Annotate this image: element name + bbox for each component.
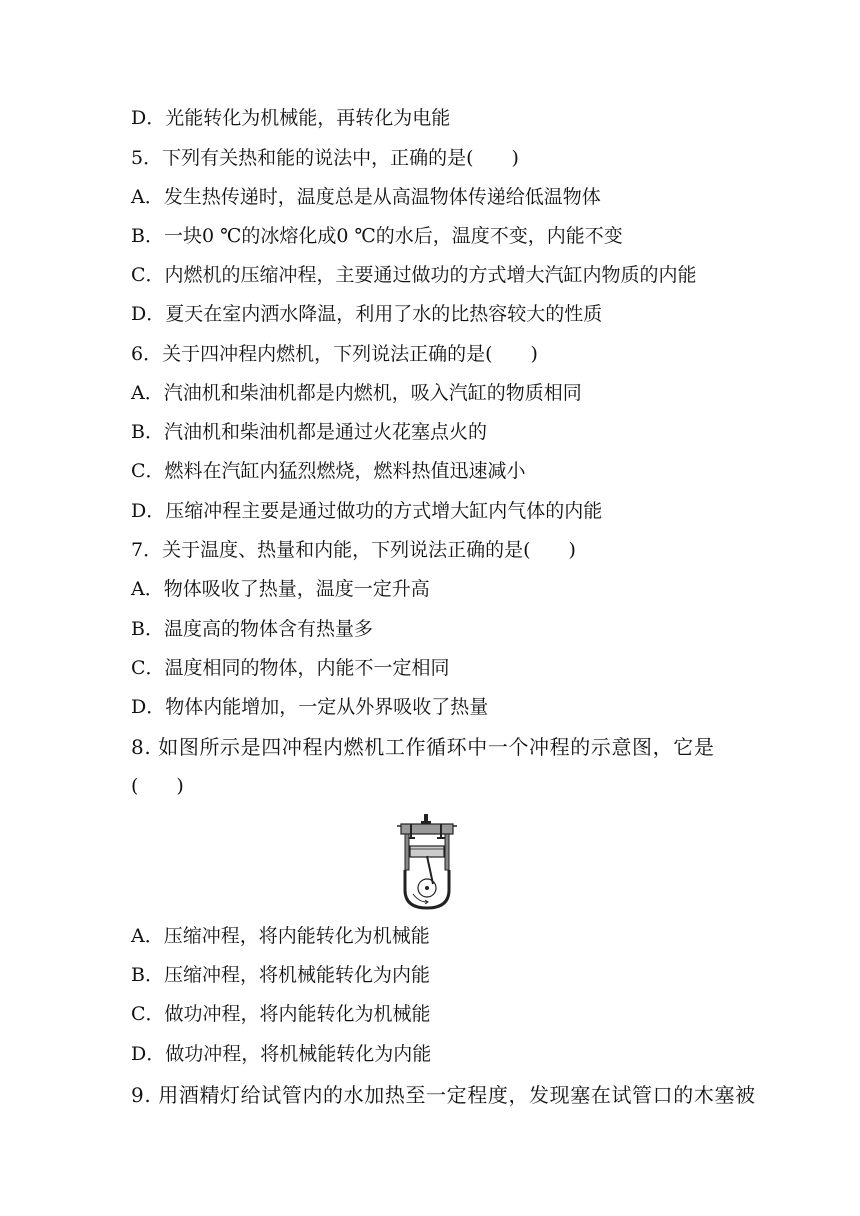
- piston: [410, 846, 444, 857]
- q7-option-c: C．温度相同的物体，内能不一定相同: [131, 657, 450, 679]
- q6-option-d: D．压缩冲程主要是通过做功的方式增大缸内气体的内能: [131, 500, 603, 522]
- q6-option-b: B．汽油机和柴油机都是通过火花塞点火的: [131, 421, 487, 443]
- q7-stem: 7．关于温度、热量和内能，下列说法正确的是( ): [131, 539, 576, 561]
- engine-diagram: [395, 812, 459, 912]
- q8-option-a: A．压缩冲程，将内能转化为机械能: [131, 925, 430, 947]
- q8-answer-blank: ( ): [131, 775, 184, 797]
- q5-option-c: C．内燃机的压缩冲程，主要通过做功的方式增大汽缸内物质的内能: [131, 264, 697, 286]
- q6-stem: 6．关于四冲程内燃机，下列说法正确的是( ): [131, 343, 538, 365]
- q6-option-c: C．燃料在汽缸内猛烈燃烧，燃料热值迅速减小: [131, 460, 526, 482]
- q7-option-a: A．物体吸收了热量，温度一定升高: [131, 578, 430, 600]
- q8-option-b: B．压缩冲程，将机械能转化为内能: [131, 964, 430, 986]
- q8-option-c: C．做功冲程，将内能转化为机械能: [131, 1003, 431, 1025]
- cylinder-head: [401, 824, 453, 834]
- q5-stem: 5．下列有关热和能的说法中，正确的是( ): [131, 147, 519, 169]
- q4-option-d: D．光能转化为机械能，再转化为电能: [131, 107, 451, 129]
- q5-option-b: B．一块0 ℃的冰熔化成0 ℃的水后，温度不变，内能不变: [131, 225, 623, 247]
- q6-option-a: A．汽油机和柴油机都是内燃机，吸入汽缸的物质相同: [131, 382, 582, 404]
- q5-option-a: A．发生热传递时，温度总是从高温物体传递给低温物体: [131, 186, 601, 208]
- q8-option-d: D．做功冲程，将机械能转化为内能: [131, 1043, 432, 1065]
- q7-option-b: B．温度高的物体含有热量多: [131, 618, 373, 640]
- q7-option-d: D．物体内能增加，一定从外界吸收了热量: [131, 696, 489, 718]
- q9-stem: 9. 用酒精灯给试管内的水加热至一定程度，发现塞在试管口的木塞被: [131, 1083, 756, 1107]
- q5-option-d: D．夏天在室内洒水降温，利用了水的比热容较大的性质: [131, 303, 603, 325]
- q8-stem: 8. 如图所示是四冲程内燃机工作循环中一个冲程的示意图，它是: [131, 735, 715, 759]
